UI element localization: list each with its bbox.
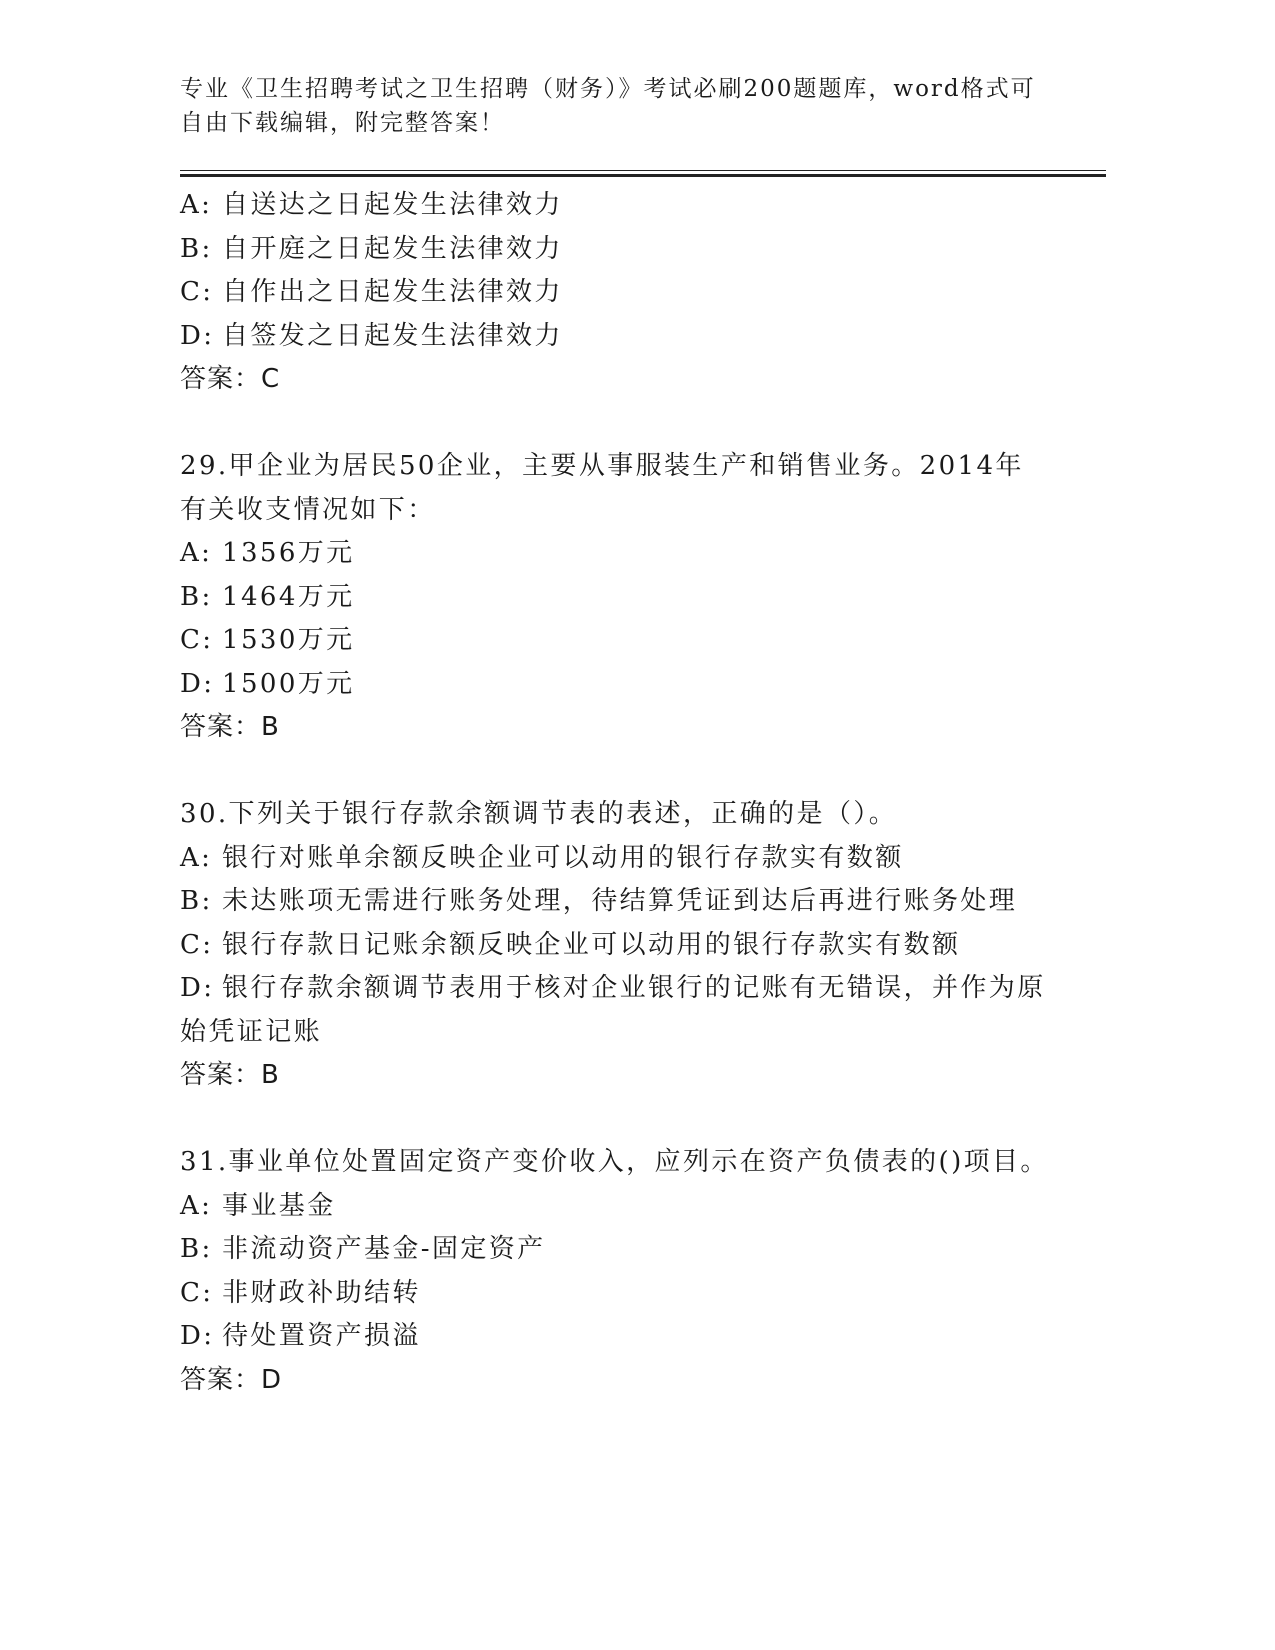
answer-line: 答案：B [180,712,280,742]
option-d: D: 待处置资产损溢 [180,1321,421,1351]
option-a: A: 银行对账单余额反映企业可以动用的银行存款实有数额 [180,842,904,873]
option-d: D: 1500万元 [180,668,355,699]
option-c: C: 银行存款日记账余额反映企业可以动用的银行存款实有数额 [180,929,961,960]
header-divider-thin [180,170,1106,171]
question-item-29 [180,445,1050,750]
question-spacer [180,750,1050,794]
option-b: B: 自开庭之日起发生法律效力 [180,233,563,264]
question-spacer [180,402,1050,446]
question-stem: 31.事业单位处置固定资产变价收入，应列示在资产负债表的()项目。 [180,1147,1049,1177]
question-item-28 [180,184,1050,402]
question-spacer [180,1098,1050,1142]
option-c: C: 1530万元 [180,625,355,655]
option-c: C: 自作出之日起发生法律效力 [180,277,563,307]
document-header: 专业《卫生招聘考试之卫生招聘（财务）》考试必刷200题题库，word格式可自由下载编辑，附完整答案！ [180,76,1036,136]
question-item-31 [180,1141,1050,1402]
option-a: A: 自送达之日起发生法律效力 [180,190,563,220]
option-b: B: 非流动资产基金-固定资产 [180,1234,546,1264]
answer-line: 答案：C [180,364,281,394]
option-b: B: 1464万元 [180,581,355,612]
question-stem: 29.甲企业为居民50企业，主要从事服装生产和销售业务。2014年有关收支情况如下： [180,451,1024,525]
option-c: C: 非财政补助结转 [180,1277,421,1308]
answer-line: 答案：D [180,1364,283,1395]
question-stem: 30.下列关于银行存款余额调节表的表述，正确的是（）。 [180,799,898,829]
option-b: B: 未达账项无需进行账务处理，待结算凭证到达后再进行账务处理 [180,886,1018,916]
option-a: A: 事业基金 [180,1190,336,1221]
option-d: D: 银行存款余额调节表用于核对企业银行的记账有无错误，并作为原始凭证记账 [180,973,1046,1047]
answer-line: 答案：B [180,1060,280,1090]
option-a: A: 1356万元 [180,538,355,568]
question-item-30 [180,793,1050,1098]
option-d: D: 自签发之日起发生法律效力 [180,320,563,351]
header-divider-thick [180,174,1106,177]
question-list [180,184,1050,1402]
